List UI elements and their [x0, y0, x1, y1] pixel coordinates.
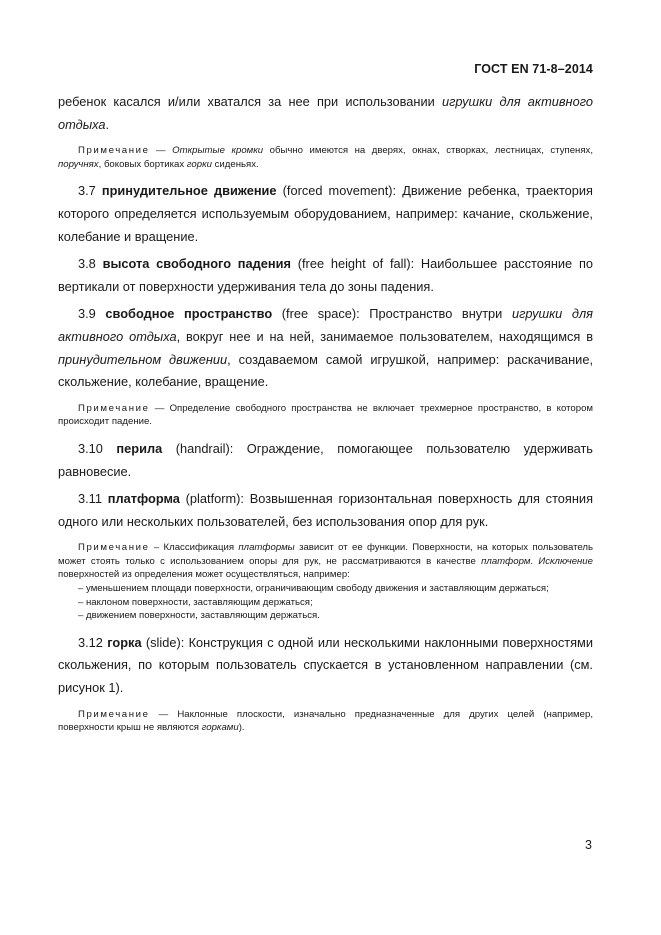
note-4 [58, 708, 593, 735]
note-1-italic-3: горки [186, 158, 212, 170]
definition-number: 3.11 [78, 491, 102, 507]
note-3-text-1: – Классификация [149, 542, 239, 554]
definition-number: 3.12 [78, 634, 103, 650]
note-2-text: — Определение свободного пространства не включает трехмерное пространство, в котором происходит падение. [58, 402, 593, 428]
note-3-italic-2: платформ [481, 555, 531, 567]
definition-term: горка [107, 634, 142, 650]
note-dash: — [149, 145, 173, 157]
note-4-text-2: ). [238, 722, 245, 734]
definition-term: свободное пространство [105, 306, 273, 322]
note-3 [58, 541, 593, 623]
note-1-text-1: обычно имеются на дверях, окнах, створках, лестницах, ступенях, [263, 145, 593, 157]
definition-3-8 [58, 253, 593, 298]
note-1-text-2: , боковых бортиках [98, 158, 187, 170]
note-3-list-item: – уменьшением площади поверхности, ограничивающим свободу движения и заставляющим держаться; [78, 583, 549, 595]
note-3-text-2: зависит от ее функции. Поверхности, на которых пользователь может стоять только с использованием опоры для рук, не рассматриваются в качестве [58, 542, 593, 567]
definition-text: (forced movement): Движение ребенка, траектория которого определяется используемым оборудованием, например: качание, скольжение, колебание и вращение. [58, 183, 593, 244]
definition-term: высота свободного падения [102, 256, 291, 272]
definition-3-9 [58, 303, 593, 393]
intro-text-1: ребенок касался и/или хватался за нее при использовании [58, 94, 442, 109]
note-4-italic-1: горками [201, 722, 239, 734]
note-1 [58, 144, 593, 171]
note-3-body [58, 541, 593, 582]
note-label: Примечание [78, 402, 150, 414]
definition-term: перила [116, 440, 163, 456]
note-1-italic-2: поручнях [58, 158, 99, 170]
page-number: 3 [585, 838, 592, 852]
note-2 [58, 402, 593, 429]
note-label: Примечание [78, 542, 150, 554]
intro-paragraph [58, 91, 593, 136]
definition-text-2: , вокруг нее и на ней, занимаемое пользователем, находящимся в [176, 328, 593, 344]
definition-3-11 [58, 488, 593, 533]
note-label: Примечание [78, 708, 150, 720]
definition-text: (slide): Конструкция с одной или несколькими наклонными поверхностями скольжения, по которым пользователь спускается в установленном направлении (см. рисунок 1). [58, 634, 594, 696]
definition-italic-1: игрушки для активного отдыха [58, 306, 593, 344]
definition-3-10 [58, 438, 593, 483]
note-3-list-item: – наклоном поверхности, заставляющим держаться; [78, 596, 313, 608]
intro-italic-1: игрушки для активного отдыха [58, 94, 593, 132]
definition-text: (handrail): Ограждение, помогающее пользователю удерживать равновесие. [58, 440, 593, 479]
definition-term: принудительное движение [101, 183, 277, 199]
definition-italic-2: принудительном движении [58, 351, 228, 367]
note-1-text-3: сиденьях. [211, 158, 259, 170]
definition-text: (platform): Возвышенная горизонтальная поверхность для стояния одного или нескольких пользователей, без использования опор для рук. [58, 491, 593, 529]
definition-number: 3.9 [78, 306, 96, 322]
definition-3-12 [58, 632, 593, 700]
standard-header: ГОСТ EN 71-8–2014 [474, 62, 593, 76]
note-3-list-item: – движением поверхности, заставляющим держаться. [78, 610, 320, 622]
note-3-text-4: поверхностей из определения может осуществляться, например: [58, 569, 350, 581]
definition-term: платформа [107, 491, 180, 507]
definition-text-3: , создаваемом самой игрушкой, например: раскачивание, скольжение, колебание, вращение. [58, 351, 593, 390]
page-content [58, 91, 593, 744]
note-4-text-1: — Наклонные плоскости, изначально предназначенные для других целей (например, поверхности крыш не являются [58, 708, 593, 734]
definition-number: 3.10 [78, 440, 103, 456]
note-3-italic-3: Исключение [538, 555, 593, 567]
intro-text-2: . [105, 116, 110, 132]
definition-text: (free height of fall): Наибольшее расстояние по вертикали от поверхности удерживания тела до зоны падения. [58, 256, 593, 294]
definition-text-1: (free space): Пространство внутри [272, 306, 512, 322]
definition-number: 3.7 [78, 183, 96, 199]
note-label: Примечание [78, 145, 150, 157]
note-1-italic-1: Открытые кромки [172, 145, 264, 157]
note-3-italic-1: платформы [238, 542, 295, 554]
note-3-text-3: . [530, 555, 539, 567]
definition-3-7 [58, 180, 593, 248]
definition-number: 3.8 [78, 256, 96, 272]
